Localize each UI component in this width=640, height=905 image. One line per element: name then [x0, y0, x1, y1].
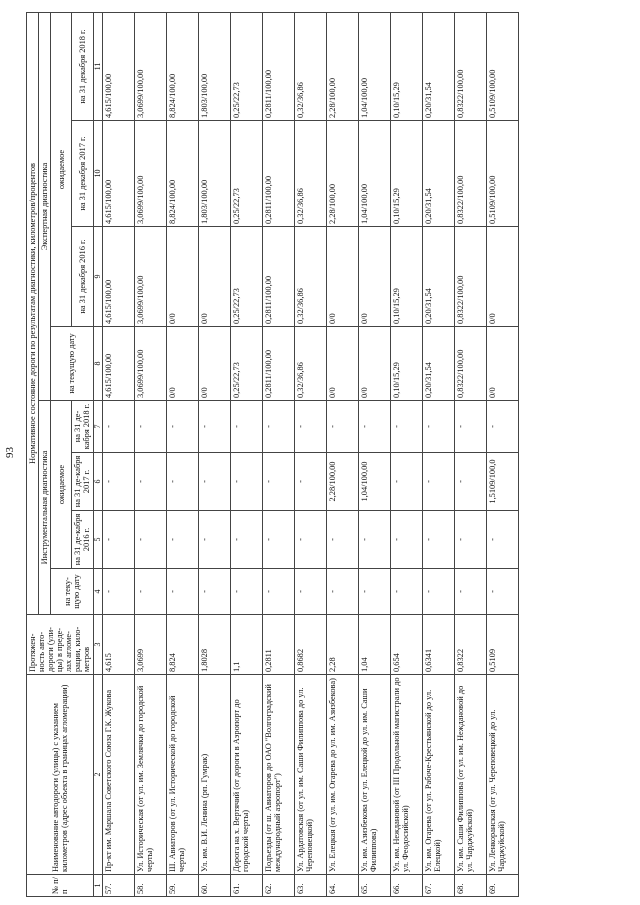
row-number-cell: 67.	[423, 875, 455, 897]
column-number: 5	[93, 511, 103, 569]
instr-2018-cell: -	[359, 401, 391, 453]
instr-current-cell: -	[167, 569, 199, 615]
expert-2018-cell: 0,10/15,29	[391, 12, 423, 120]
row-number-cell: 69.	[487, 875, 519, 897]
expert-current-cell: 0/0	[359, 327, 391, 401]
road-length-cell: 1,8028	[199, 615, 231, 675]
road-name-cell: Ул. Историческая (от ул. им. Землячки до городской черты)	[135, 675, 167, 875]
instr-2017-cell: -	[455, 453, 487, 511]
header-exp-2018: на 31 декабря 2018 г.	[72, 12, 93, 120]
table-header	[27, 12, 103, 896]
road-length-cell: 2,28	[327, 615, 359, 675]
page-number: 93	[4, 447, 16, 458]
road-length-cell: 0,8682	[295, 615, 327, 675]
instr-2018-cell: -	[391, 401, 423, 453]
road-name-cell: Ул. им. Азизбекова (от ул. Елецкой до ул. им. Саши Филиппова)	[359, 675, 391, 875]
row-number-cell: 62.	[263, 875, 295, 897]
road-name-cell: Ул. Елецкая (от ул. им. Огарева до ул. им. Азизбекова)	[327, 675, 359, 875]
expert-2016-cell: 3,0699/100,00	[135, 227, 167, 327]
header-exp-expected: ожидаемое	[51, 12, 72, 326]
road-name-cell: Ул. им. Огарева (от ул. Рабоче-Крестьянской до ул. Елецкой)	[423, 675, 455, 875]
table-row	[231, 12, 263, 896]
column-number: 10	[93, 121, 103, 227]
instr-2017-cell: -	[391, 453, 423, 511]
expert-2018-cell: 1,803/100,00	[199, 12, 231, 120]
road-length-cell: 1,1	[231, 615, 263, 675]
instr-2017-cell: -	[199, 453, 231, 511]
expert-2017-cell: 1,04/100,00	[359, 121, 391, 227]
expert-current-cell: 3,0699/100,00	[135, 327, 167, 401]
instr-2016-cell: -	[103, 511, 135, 569]
instr-2016-cell: -	[391, 511, 423, 569]
instr-2017-cell: -	[295, 453, 327, 511]
row-number-cell: 65.	[359, 875, 391, 897]
expert-2018-cell: 2,28/100,00	[327, 12, 359, 120]
instr-2017-cell: -	[231, 453, 263, 511]
expert-current-cell: 0/0	[167, 327, 199, 401]
expert-2017-cell: 4,615/100,00	[103, 121, 135, 227]
expert-2016-cell: 0,10/15,29	[391, 227, 423, 327]
instr-current-cell: -	[231, 569, 263, 615]
table-row	[167, 12, 199, 896]
instr-2016-cell: -	[359, 511, 391, 569]
table-row	[391, 12, 423, 896]
instr-current-cell: -	[455, 569, 487, 615]
expert-2017-cell: 0,32/36,86	[295, 121, 327, 227]
expert-2017-cell: 8,824/100,00	[167, 121, 199, 227]
row-number-cell: 57.	[103, 875, 135, 897]
table-row	[327, 12, 359, 896]
instr-2016-cell: -	[423, 511, 455, 569]
column-number: 11	[93, 12, 103, 120]
header-exp-current: на текущую дату	[51, 327, 93, 401]
expert-current-cell: 0,10/15,29	[391, 327, 423, 401]
instr-2016-cell: -	[327, 511, 359, 569]
table-row	[263, 12, 295, 896]
instr-current-cell: -	[295, 569, 327, 615]
expert-2017-cell: 3,0699/100,00	[135, 121, 167, 227]
header-instr-2018: на 31 де-кабря 2018 г.	[72, 401, 93, 453]
table-row	[359, 12, 391, 896]
instr-2018-cell: -	[263, 401, 295, 453]
instr-current-cell: -	[391, 569, 423, 615]
expert-2018-cell: 0,32/36,86	[295, 12, 327, 120]
expert-2016-cell: 0/0	[359, 227, 391, 327]
road-length-cell: 8,824	[167, 615, 199, 675]
header-instr-2016: на 31 де-кабря 2016 г.	[72, 511, 93, 569]
expert-2017-cell: 0,8322/100,00	[455, 121, 487, 227]
table-body	[103, 12, 519, 896]
instr-current-cell: -	[263, 569, 295, 615]
column-number: 4	[93, 569, 103, 615]
header-norm: Нормативное состояние дороги по результатам диагностики, километров/процентов	[27, 12, 39, 614]
expert-current-cell: 4,615/100,00	[103, 327, 135, 401]
instr-2017-cell: -	[423, 453, 455, 511]
column-number: 3	[93, 615, 103, 675]
expert-2018-cell: 8,824/100,00	[167, 12, 199, 120]
header-length: Протяжен-ность авто-дороги (ули-цы) в преде-лах агломе-рации, кило-метров	[27, 615, 94, 675]
road-name-cell: Ш. Авиаторов (от ул. Исторической до городской черты)	[167, 675, 199, 875]
expert-2017-cell: 0,25/22,73	[231, 121, 263, 227]
instr-current-cell: -	[199, 569, 231, 615]
expert-2016-cell: 0,2811/100,00	[263, 227, 295, 327]
expert-2016-cell: 0,8322/100,00	[455, 227, 487, 327]
row-number-cell: 68.	[455, 875, 487, 897]
expert-2016-cell: 0/0	[167, 227, 199, 327]
road-name-cell: Дорога на х. Вертячий (от дороги в Аэропорт до городской черты)	[231, 675, 263, 875]
expert-2016-cell: 0,20/31,54	[423, 227, 455, 327]
expert-current-cell: 0/0	[199, 327, 231, 401]
instr-current-cell: -	[359, 569, 391, 615]
expert-2018-cell: 1,04/100,00	[359, 12, 391, 120]
instr-current-cell: -	[423, 569, 455, 615]
road-length-cell: 0,654	[391, 615, 423, 675]
road-length-cell: 0,2811	[263, 615, 295, 675]
road-name-cell: Ул. Ардатовская (от ул. им. Саши Филиппова до ул. Череповецкой)	[295, 675, 327, 875]
header-exp-2016: на 31 декабря 2016 г.	[72, 227, 93, 327]
row-number-cell: 61.	[231, 875, 263, 897]
column-number: 2	[93, 675, 103, 875]
expert-2018-cell: 0,25/22,73	[231, 12, 263, 120]
row-number-cell: 64.	[327, 875, 359, 897]
table-row	[199, 12, 231, 896]
instr-current-cell: -	[103, 569, 135, 615]
table-row	[455, 12, 487, 896]
road-name-cell: Пр-кт им. Маршала Советского Союза Г.К. Жукова	[103, 675, 135, 875]
expert-2016-cell: 0/0	[327, 227, 359, 327]
road-name-cell: Ул. Ленкоранская (от ул. Череповецкой до ул. Чарджуйской)	[487, 675, 519, 875]
column-number: 6	[93, 453, 103, 511]
column-number: 1	[93, 875, 103, 897]
road-name-cell: Ул. им. Саши Филиппова (от ул. им. Неждановой до ул. Чарджуйской)	[455, 675, 487, 875]
instr-2016-cell: -	[167, 511, 199, 569]
instr-2018-cell: -	[455, 401, 487, 453]
road-length-cell: 0,8322	[455, 615, 487, 675]
expert-2017-cell: 2,28/100,00	[327, 121, 359, 227]
header-instr-current: на теку-щую дату	[51, 569, 93, 615]
column-number: 8	[93, 327, 103, 401]
instr-2016-cell: -	[295, 511, 327, 569]
row-number-cell: 58.	[135, 875, 167, 897]
instr-2018-cell: -	[327, 401, 359, 453]
expert-2016-cell: 0,32/36,86	[295, 227, 327, 327]
road-length-cell: 4,615	[103, 615, 135, 675]
expert-2016-cell: 4,615/100,00	[103, 227, 135, 327]
instr-2017-cell: 2,28/100,00	[327, 453, 359, 511]
header-expert: Экспертная диагностика	[39, 12, 51, 400]
table-row	[487, 12, 519, 896]
expert-current-cell: 0/0	[487, 327, 519, 401]
table-row	[135, 12, 167, 896]
instr-2017-cell: -	[103, 453, 135, 511]
instr-current-cell: -	[487, 569, 519, 615]
instr-2016-cell: -	[455, 511, 487, 569]
instr-2016-cell: -	[135, 511, 167, 569]
instr-2017-cell: 1,5109/100,0	[487, 453, 519, 511]
instr-2018-cell: -	[135, 401, 167, 453]
instr-2017-cell: -	[167, 453, 199, 511]
header-instr-2017: на 31 де-кабря 2017 г.	[72, 453, 93, 511]
row-number-cell: 66.	[391, 875, 423, 897]
expert-2018-cell: 0,2811/100,00	[263, 12, 295, 120]
instr-2016-cell: -	[487, 511, 519, 569]
expert-current-cell: 0,32/36,86	[295, 327, 327, 401]
column-number: 9	[93, 227, 103, 327]
instr-2018-cell: -	[295, 401, 327, 453]
expert-2018-cell: 3,0699/100,00	[135, 12, 167, 120]
row-number-cell: 63.	[295, 875, 327, 897]
header-instr-expected: ожидаемое	[51, 401, 72, 569]
road-length-cell: 0,6341	[423, 615, 455, 675]
column-number: 7	[93, 401, 103, 453]
expert-2018-cell: 0,5109/100,00	[487, 12, 519, 120]
instr-2018-cell: -	[487, 401, 519, 453]
instr-2016-cell: -	[231, 511, 263, 569]
row-number-cell: 59.	[167, 875, 199, 897]
expert-2016-cell: 0/0	[199, 227, 231, 327]
expert-2017-cell: 0,10/15,29	[391, 121, 423, 227]
expert-2017-cell: 0,20/31,54	[423, 121, 455, 227]
instr-current-cell: -	[135, 569, 167, 615]
expert-current-cell: 0/0	[327, 327, 359, 401]
expert-current-cell: 0,8322/100,00	[455, 327, 487, 401]
instr-2017-cell: -	[135, 453, 167, 511]
expert-2016-cell: 0,25/22,73	[231, 227, 263, 327]
header-exp-2017: на 31 декабря 2017 г.	[72, 121, 93, 227]
row-number-cell: 60.	[199, 875, 231, 897]
table-row	[423, 12, 455, 896]
road-name-cell: Подъезды (от ш. Авиаторов до ОАО "Волгоградский международный аэропорт")	[263, 675, 295, 875]
instr-2016-cell: -	[199, 511, 231, 569]
table-row	[295, 12, 327, 896]
expert-2016-cell: 0/0	[487, 227, 519, 327]
header-name: Наименование автодороги (улицы) с указанием километров (адрес объекта в границах агломерации)	[27, 675, 94, 875]
road-name-cell: Ул. им. В.И. Ленина (рп. Гумрак)	[199, 675, 231, 875]
instr-2017-cell: 1,04/100,00	[359, 453, 391, 511]
road-diagnostics-table	[26, 12, 519, 897]
road-length-cell: 0,5109	[487, 615, 519, 675]
table-row	[103, 12, 135, 896]
road-name-cell: Ул. им. Неждановой (от III Продольной магистрали до ул. Феодосийской)	[391, 675, 423, 875]
instr-2018-cell: -	[423, 401, 455, 453]
instr-2018-cell: -	[167, 401, 199, 453]
header-num: № п/п	[27, 875, 94, 897]
header-instrumental: Инструментальная диагностика	[39, 401, 51, 615]
expert-2017-cell: 0,2811/100,00	[263, 121, 295, 227]
expert-2017-cell: 1,803/100,00	[199, 121, 231, 227]
expert-current-cell: 0,20/31,54	[423, 327, 455, 401]
road-length-cell: 3,0699	[135, 615, 167, 675]
column-number-row	[93, 12, 103, 896]
expert-current-cell: 0,2811/100,00	[263, 327, 295, 401]
road-length-cell: 1,04	[359, 615, 391, 675]
expert-2018-cell: 0,20/31,54	[423, 12, 455, 120]
expert-current-cell: 0,25/22,73	[231, 327, 263, 401]
instr-current-cell: -	[327, 569, 359, 615]
instr-2017-cell: -	[263, 453, 295, 511]
expert-2018-cell: 4,615/100,00	[103, 12, 135, 120]
instr-2018-cell: -	[231, 401, 263, 453]
expert-2017-cell: 0,5109/100,00	[487, 121, 519, 227]
expert-2018-cell: 0,8322/100,00	[455, 12, 487, 120]
instr-2016-cell: -	[263, 511, 295, 569]
instr-2018-cell: -	[199, 401, 231, 453]
instr-2018-cell: -	[103, 401, 135, 453]
